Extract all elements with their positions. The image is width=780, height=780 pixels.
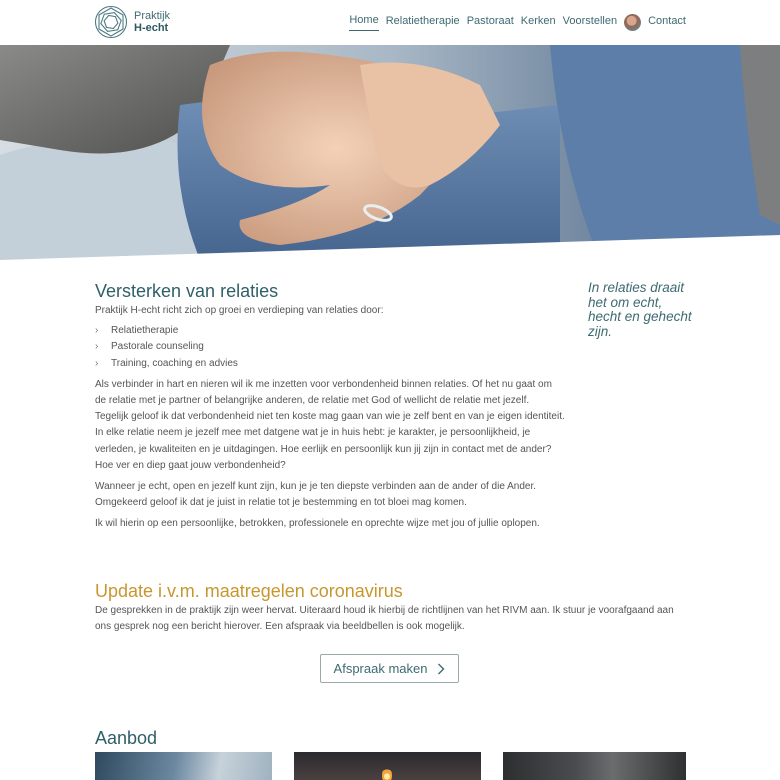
candle-flame <box>382 768 392 780</box>
hero-photo <box>0 45 780 260</box>
list-item-label: Relatietherapie <box>111 325 179 337</box>
sidebar-quote: In relaties draait het om echt, hecht en gehecht zijn. <box>588 280 692 339</box>
nav-pastoraat[interactable]: Pastoraat <box>466 14 514 27</box>
appointment-button-label: Afspraak maken <box>333 661 428 676</box>
list-item <box>95 356 565 372</box>
list-item <box>95 323 565 339</box>
nav-voorstellen[interactable]: Voorstellen <box>562 14 618 27</box>
page-title: Versterken van relaties <box>95 281 279 301</box>
chevron-right-icon <box>437 663 445 675</box>
logo-mark-icon <box>94 5 128 39</box>
chevron-right-icon: › <box>95 325 99 337</box>
update-text: De gesprekken in de praktijk zijn weer hervat. Uiteraard houd ik hierbij de richtlijnen van het RIVM aan. Ik stuur je voorafgaand aan ons gesprek nog een bericht hierover. Een afspraak via beeldbellen is ook mogelijk. <box>95 605 674 633</box>
nav-home[interactable]: Home <box>349 14 378 31</box>
brand-logo[interactable] <box>94 5 170 39</box>
paragraph-1: Als verbinder in hart en nieren wil ik me inzetten voor verbondenheid binnen relaties. Of het nu gaat om de relatie met je partner of belangrijke anderen, de relatie met God of wellicht de relatie met jezelf. Tegelijk geloof ik dat verbondenheid niet ten koste mag gaan van wie je zelf bent en van je eigen identiteit. In elke relatie neem je jezelf mee met datgene wat je in huis hebt: je karakter, je persoonlijkheid, je verleden, je kwaliteiten en je uitdagingen. Hoe eerlijk en persoonlijk kun jij zijn in contact met de ander? Hoe ver en diep gaat jouw verbondenheid? <box>95 378 565 471</box>
intro-text: Praktijk H-echt richt zich op groei en verdieping van relaties door: <box>95 305 384 316</box>
appointment-button[interactable] <box>320 654 459 683</box>
services-list <box>95 323 565 372</box>
hero-image <box>0 45 780 260</box>
brand-line1: Praktijk <box>134 10 171 22</box>
offer-card-image[interactable] <box>503 752 686 780</box>
site-header <box>0 0 780 45</box>
chevron-right-icon: › <box>95 341 99 353</box>
nav-contact[interactable]: Contact <box>648 14 686 27</box>
update-title: Update i.v.m. maatregelen coronavirus <box>95 581 403 601</box>
offer-card-image[interactable] <box>294 752 481 780</box>
avatar[interactable] <box>624 14 641 31</box>
chevron-right-icon: › <box>95 357 99 369</box>
main-nav <box>342 14 686 31</box>
offer-card-image[interactable] <box>95 752 272 780</box>
aanbod-heading: Aanbod <box>95 728 158 748</box>
list-item <box>95 339 565 355</box>
list-item-label: Pastorale counseling <box>111 341 204 353</box>
nav-relatietherapie[interactable]: Relatietherapie <box>385 14 460 27</box>
paragraph-2: Wanneer je echt, open en jezelf kunt zijn, kun je je ten diepste verbinden aan de ander of die Ander. Omgekeerd geloof ik dat je juist in relatie tot je bestemming en tot bloei mag komen. <box>95 481 537 509</box>
paragraph-3: Ik wil hierin op een persoonlijke, betrokken, professionele en oprechte wijze met jou of jullie oplopen. <box>95 518 540 530</box>
brand-line2: H-echt <box>134 22 169 34</box>
update-section <box>95 580 690 635</box>
list-item-label: Training, coaching en advies <box>111 357 238 369</box>
nav-kerken[interactable]: Kerken <box>520 14 556 27</box>
main-content <box>95 280 565 533</box>
